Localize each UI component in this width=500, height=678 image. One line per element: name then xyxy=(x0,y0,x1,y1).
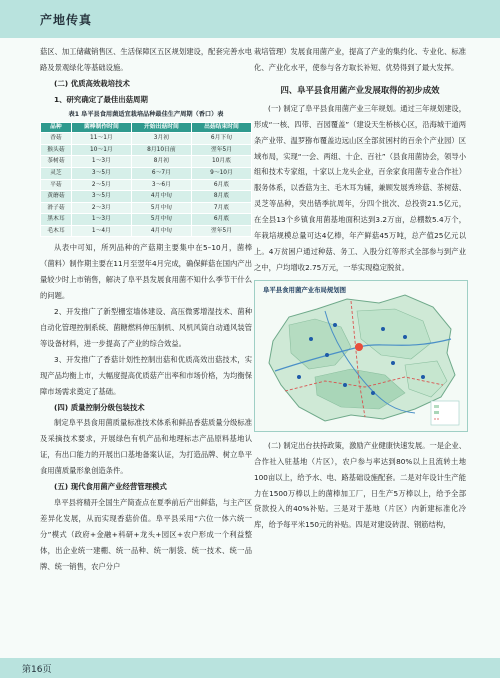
left-paragraph-6: 阜平县将精开全国生产简查点在夏季前后产出鲜菇，与主产区差异化发展，从而实现香菇价值。阜平县采用“六位一体六统一分”模式（政府+金融+科研+龙头+园区+农户形成一个利益整体，出企业统一建棚、统一品种、统一制袋、统一技术、统一品牌、统一销售，农户分户 xyxy=(40,497,252,571)
table-cell: 翌年5月 xyxy=(191,144,251,156)
table-row xyxy=(41,167,252,179)
table-cell: 6月下旬 xyxy=(191,133,251,145)
table-cell: 6月底 xyxy=(191,179,251,191)
table-cell: 2～5月 xyxy=(71,179,131,191)
table-cell: 10～1月 xyxy=(71,144,131,156)
left-paragraph-3: 2、开发推广了新型栅室墙体建设、高压微雾增湿技术、菌种自动化管理控制系统、菌糖燃料伸压制机、风机风筒自动通风装管等设备材料，进一步提高了产业的综合效益。 xyxy=(40,307,252,348)
heading-section-4: 四、阜平县食用菌产业发展取得的初步成效 xyxy=(280,84,440,95)
table-row xyxy=(41,144,252,156)
table-cell: 3～5月 xyxy=(71,167,131,179)
table-row xyxy=(41,179,252,191)
cultivation-schedule-table xyxy=(40,122,252,238)
table-row xyxy=(41,225,252,237)
table-cell: 翌年5月 xyxy=(191,225,251,237)
table-header-cell: 品种 xyxy=(41,122,72,133)
table-cell: 3～6月 xyxy=(131,179,191,191)
heading-management-mode: (五) 现代食用菌产业经营管理模式 xyxy=(54,482,167,492)
table-cell: 5月中旬 xyxy=(131,214,191,226)
table-cell: 黄蘑菇 xyxy=(41,191,72,203)
table-cell: 3月初 xyxy=(131,133,191,145)
table-row xyxy=(41,156,252,168)
table-cell: 黑木耳 xyxy=(41,214,72,226)
left-column xyxy=(40,44,252,575)
table-cell: 茶树菇 xyxy=(41,156,72,168)
right-paragraph-1: 栽培管理）发展食用菌产业，提高了产业的集约化、专业化、标准化、产业化水平，使参与各方取长补短、优势得到了最大发挥。 xyxy=(254,47,466,72)
table-cell: 1～3月 xyxy=(71,214,131,226)
table-cell: 毛木耳 xyxy=(41,225,72,237)
table-header-cell: 菌棒制作时间 xyxy=(71,122,131,133)
table-header-cell: 开始出菇时间 xyxy=(131,122,191,133)
left-paragraph-5: 制定阜平县食用菌质量标准技术体系和鲜品香菇质量分级标准及采摘技术要求，开展绿色有机产品和地理标志产品原料基地认证，有出口能力的开展出口基地备案认证，为打造品牌、树立阜平食用菌质量形象创造条件。 xyxy=(40,418,252,476)
table-cell: 8月底 xyxy=(191,191,251,203)
table-cell: 香菇 xyxy=(41,133,72,145)
table-row xyxy=(41,191,252,203)
map-graphic xyxy=(255,281,467,431)
table-cell: 灵芝 xyxy=(41,167,72,179)
right-paragraph-3: (二) 制定出台扶持政策，激励产业健康快速发展。一是企业、合作社入驻基地（片区），农户参与率达到80%以上且流转土地100亩以上，给予水、电、路基础设施配套。二是对年设计生产能力在1500万棒以上的菌棒加工厂，日生产5万棒以上，给予全部贷款投入的40%补贴。三是对于基地（片区）内新建标准化冷库，给予每平米150元的补贴。四是对建设砖混、钢筋结构， xyxy=(254,440,466,530)
table-cell: 3～5月 xyxy=(71,191,131,203)
right-column xyxy=(254,44,466,533)
table-body xyxy=(41,133,252,237)
section-title: 产地传真 xyxy=(40,13,93,27)
table-cell: 4月中旬 xyxy=(131,191,191,203)
table-cell: 1～4月 xyxy=(71,225,131,237)
table-cell: 10月底 xyxy=(191,156,251,168)
left-paragraph-2: 从表中可知，所列品种的产菇期主要集中在5–10月，菌棒（菌料）制作期主要在11月至翌年4月完成，确保鲜菇在国内产出量较少时上市销售，解决了阜平县发展食用菌不知什么季节干什么的问题。 xyxy=(40,243,252,301)
table-row xyxy=(41,214,252,226)
page-footer-band xyxy=(0,658,500,678)
table-cell: 4月中旬 xyxy=(131,225,191,237)
table-cell: 8月初 xyxy=(131,156,191,168)
heading-quality-grading: (四) 质量控制分级包装技术 xyxy=(54,402,145,412)
table-row xyxy=(41,133,252,145)
table-header-row xyxy=(41,122,252,133)
page-number: 第16页 xyxy=(22,665,52,675)
table-cell: 猴头菇 xyxy=(41,144,72,156)
table-caption: 表1 阜平县食用菌适宜栽培品种最佳生产周期（香口）表 xyxy=(68,110,224,118)
table-cell: 8月10日前 xyxy=(131,144,191,156)
table-row xyxy=(41,202,252,214)
table-cell: 11～1月 xyxy=(71,133,131,145)
left-paragraph-4: 3、开发推广了香菇计划性控制出菇和优质高效出菇技术，实现产品均衡上市，大幅度提高优质菇产出率和市场价格，为均衡保障市场需求奠定了基础。 xyxy=(40,354,252,396)
left-paragraph-1: 菇区、加工储藏销售区、生活保障区五区规划建设，配套完善水电路及景观绿化等基础设施。 xyxy=(40,47,252,72)
table-cell: 1～3月 xyxy=(71,156,131,168)
table-cell: 5月中旬 xyxy=(131,202,191,214)
page-header-band xyxy=(0,0,500,38)
heading-production-cycle: 1、研究确定了最佳出菇周期 xyxy=(54,94,148,104)
table-cell: 7月底 xyxy=(191,202,251,214)
table-cell: 平菇 xyxy=(41,179,72,191)
heading-cultivation-tech: (二) 优质高效栽培技术 xyxy=(54,78,130,88)
table-cell: 滑子菇 xyxy=(41,202,72,214)
table-cell: 2～3月 xyxy=(71,202,131,214)
right-paragraph-2: (一) 制定了阜平县食用菌产业三年规划。通过三年规划建设，形成“一核、四带、百园覆盖”（建设天生桥核心区，沿海城干道两条产业带、温罗猕布覆盖边远山区全部贫困村的百余个产业园）区域布局，实现“一会、两组、十企、百社”（县食用菌协会，领导小组和技术专家组，十家以上龙头企业，百余家食用菌专业合作社）服务体系，以香菇为主、毛木耳为辅，兼顾发展秀珍菇、茶树菇、灵芝等品种，突出错季抗周年，分四个批次、总投资21.5亿元，在全县13个乡镇食用菌基地面积达到3.2万亩，总棚数5.4万个，年栽培规模总量可达4亿棒，年产鲜菇45万吨，总产值25亿元以上。4万贫困户通过种菇、务工、入股分红等形式全部参与到产业之中，户均增收2.75万元，一举实现稳定脱贫。 xyxy=(254,103,466,272)
map-title: 阜平县食用菌产业布局规划图 xyxy=(263,285,347,294)
industry-layout-map xyxy=(254,280,468,432)
table-cell: 6月底 xyxy=(191,214,251,226)
table-cell: 6～7月 xyxy=(131,167,191,179)
table-header-cell: 出菇结束时间 xyxy=(191,122,251,133)
table-cell: 9～10月 xyxy=(191,167,251,179)
